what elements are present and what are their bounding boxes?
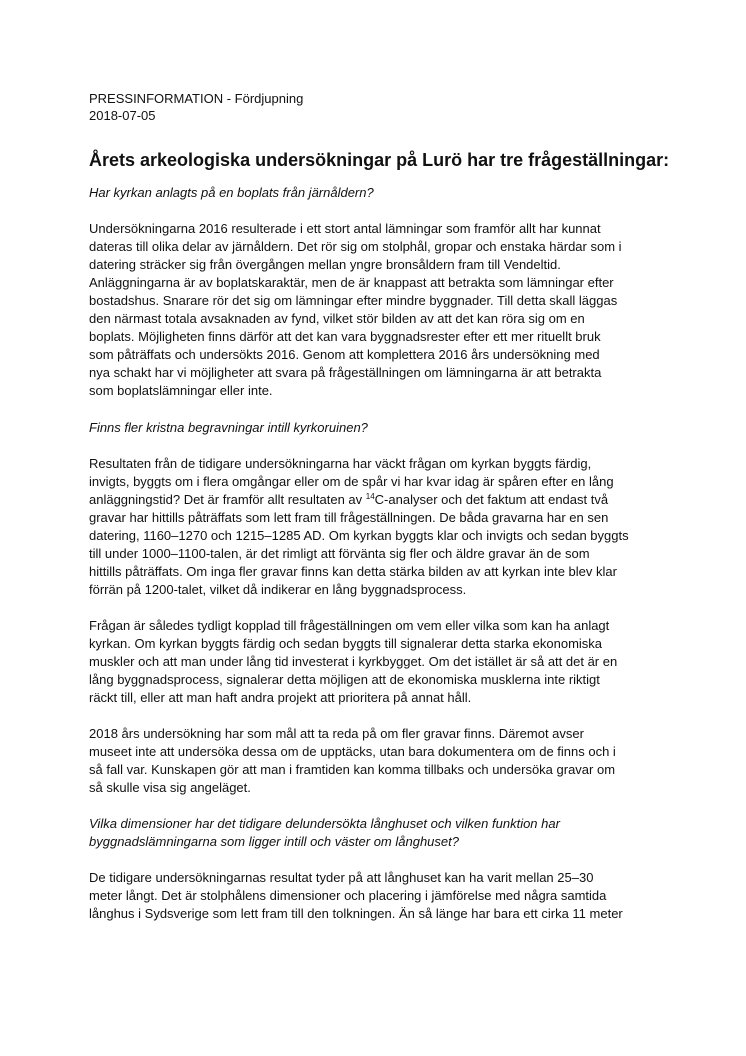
text-line: hittills påträffats. Om inga fler gravar finns kan detta stärka bilden av att kyrkan inte blev klar [89,564,617,579]
press-label: PRESSINFORMATION - Fördjupning [89,91,304,106]
text-line: så fall var. Kunskapen gör att man i framtiden kan komma tillbaks och undersöka gravar om [89,762,616,777]
text-fragment: anläggningstid? Det är framför allt resultaten av [89,492,366,507]
text-fragment: C-analyser och det faktum att endast två [374,492,609,507]
text-line: Anläggningarna är av boplatskaraktär, men de är knappast att betrakta som lämningar efter [89,275,614,290]
question-1 [89,184,669,202]
question-line: byggnadslämningarna som ligger intill och väster om långhuset? [89,834,459,849]
text-line: dateras till olika delar av järnåldern. Det rör sig om stolphål, gropar och enstaka härdar som i [89,239,622,254]
text-line: förrän på 1200-talet, vilket då indikerar en lång byggnadsprocess. [89,582,467,597]
paragraph-4 [89,725,669,797]
text-line: bostadshus. Snarare rör det sig om lämningar efter mindre byggnader. Till detta skall läggas [89,293,618,308]
paragraph-1 [89,220,669,400]
text-line: som boplatslämningar eller inte. [89,383,273,398]
question-line: Vilka dimensioner har det tidigare delundersökta långhuset och vilken funktion har [89,816,560,831]
text-line: Resultaten från de tidigare undersökningarna har väckt frågan om kyrkan byggts färdig, [89,456,592,471]
question-2 [89,419,669,437]
question-3 [89,815,669,851]
text-line: museet inte att undersöka dessa om de upptäcks, utan bara dokumentera om de finns och i [89,744,616,759]
text-line: till under 1000–1100-talen, är det rimligt att förvänta sig fler och äldre gravar än de som [89,546,590,561]
text-line: meter långt. Det är stolphålens dimensioner och placering i jämförelse med några samtida [89,888,607,903]
text-line: som påträffats och undersökts 2016. Genom att komplettera 2016 års undersökning med [89,347,600,362]
text-line: kyrkan. Om kyrkan byggts färdig och sedan byggts till signalerar detta starka ekonomiska [89,636,603,651]
text-line: lång byggnadsprocess, signalerar detta möjligen att de ekonomiska musklerna inte riktigt [89,672,600,687]
paragraph-5 [89,869,669,923]
text-line: boplats. Möjligheten finns därför att det kan vara byggnadsrester efter ett mer rituellt bruk [89,329,601,344]
text-line: gravar har hittills påträffats som lett fram till frågeställningen. De båda gravarna har en sen [89,510,609,525]
text-line: så skulle visa sig angeläget. [89,780,251,795]
text-line: Undersökningarna 2016 resulterade i ett stort antal lämningar som framför allt har kunnat [89,221,601,236]
text-line: långhus i Sydsverige som lett fram till den tolkningen. Än så länge har bara ett cirka 11 meter [89,906,623,921]
text-line [89,491,669,509]
text-line: De tidigare undersökningarnas resultat tyder på att långhuset kan ha varit mellan 25–30 [89,870,594,885]
paragraph-3 [89,617,669,707]
text-line: nya schakt har vi möjligheter att svara på frågeställningen om lämningarna är att betrakta [89,365,602,380]
text-line: invigts, byggts om i flera omgångar eller om de spår vi har kvar idag är spåren efter en lång [89,474,614,489]
press-date: 2018-07-05 [89,108,156,123]
text-line: muskler och att man under lång tid investerat i kyrkbygget. Om det istället är så att det är en [89,654,618,669]
text-line: räckt till, eller att man haft andra projekt att prioritera på annat håll. [89,690,472,705]
text-line: den närmast totala avsaknaden av fynd, vilket stör bilden av att det kan röra sig om en [89,311,585,326]
text-line: Frågan är således tydligt kopplad till frågeställningen om vem eller vilka som kan ha anlagt [89,618,610,633]
question-line: Finns fler kristna begravningar intill kyrkoruinen? [89,420,368,435]
text-line: datering sträcker sig från övergången mellan yngre bronsåldern fram till Vendeltid. [89,257,561,272]
text-line: datering, 1160–1270 och 1215–1285 AD. Om kyrkan byggts klar och invigts och sedan byggts [89,528,629,543]
document-title: Årets arkeologiska undersökningar på Lurö har tre frågeställningar: [89,150,670,170]
question-line: Har kyrkan anlagts på en boplats från järnåldern? [89,185,374,200]
text-line: 2018 års undersökning har som mål att ta reda på om fler gravar finns. Däremot avser [89,726,584,741]
c14-superscript: 14 [365,492,375,501]
document-page [89,90,669,923]
paragraph-2 [89,455,669,599]
